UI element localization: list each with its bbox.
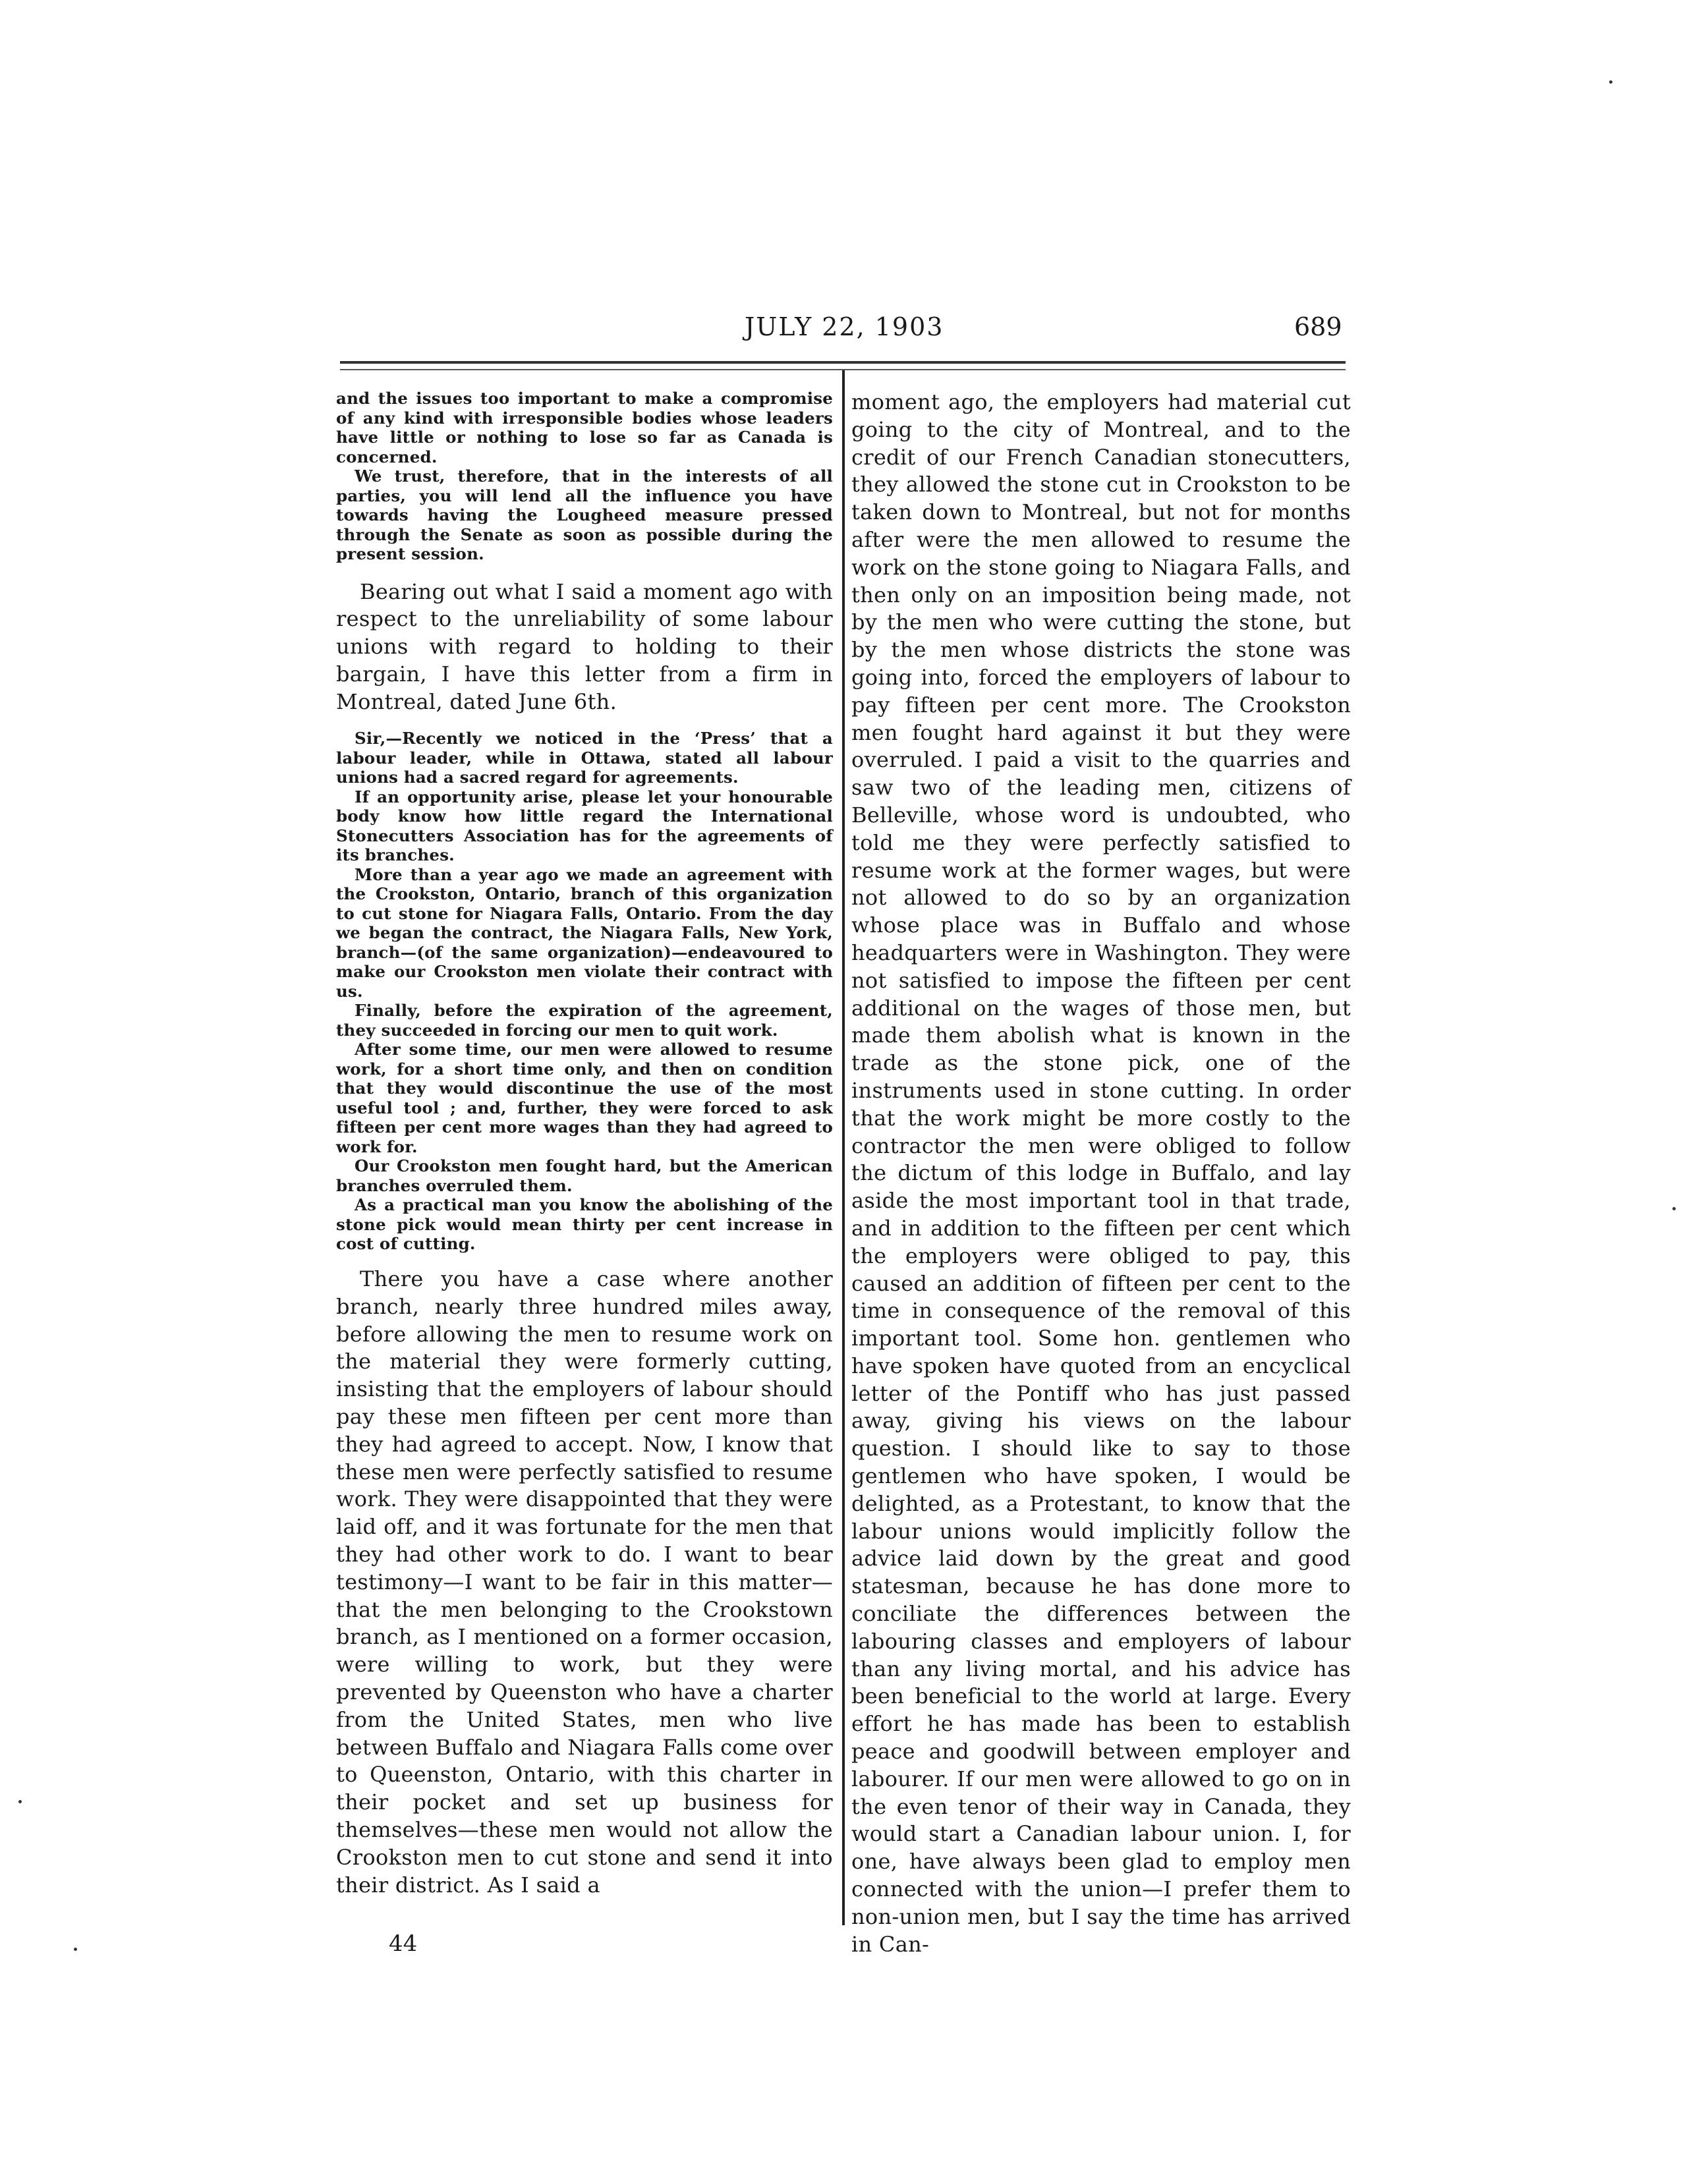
quote-paragraph: Sir,—Recently we noticed in the ‘Press’ that a labour leader, while in Ottawa, stated all labour unions had a sacred regard for agreements. (336, 729, 833, 787)
speech-paragraph-main (336, 1266, 833, 1899)
quote-paragraph: Finally, before the expiration of the agreement, they succeeded in forcing our men to quit work. (336, 1001, 833, 1040)
scan-speck (74, 1948, 77, 1951)
page-number: 689 (1294, 312, 1342, 341)
signature-number: 44 (389, 1930, 418, 1957)
quoted-letter-end (336, 389, 833, 564)
quote-paragraph: Our Crookston men fought hard, but the American branches overruled them. (336, 1156, 833, 1195)
scan-speck (1672, 1207, 1676, 1210)
speech-paragraph: Bearing out what I said a moment ago with respect to the unreliability of some labour unions with regard to holding to their bargain, I have this letter from a firm in Montreal, dated June 6th. (336, 578, 833, 714)
scan-speck (1609, 80, 1612, 84)
quote-paragraph: As a practical man you know the abolishing of the stone pick would mean thirty per cent increase in cost of cutting. (336, 1195, 833, 1254)
quote-paragraph: After some time, our men were allowed to resume work, for a short time only, and then on condition that they would discontinue the use of the most useful tool ; and, further, they were forced to ask fifteen per cent more wages than they had agreed to work for. (336, 1040, 833, 1156)
scan-speck (18, 1800, 22, 1803)
quote-paragraph: and the issues too important to make a compromise of any kind with irresponsible bodies whose leaders have little or nothing to lose so far as Canada is concerned. (336, 389, 833, 466)
speech-paragraph-intro (336, 578, 833, 716)
page-header (0, 312, 1708, 345)
speech-paragraph-continued (851, 389, 1351, 1958)
left-column (336, 389, 833, 1899)
quoted-letter-montreal (336, 729, 833, 1254)
header-rule (340, 361, 1346, 364)
speech-paragraph: There you have a case where another branch, nearly three hundred miles away, before allowing the men to resume work on the material they were formerly cutting, insisting that the employers of labour should pay these men fifteen per cent more than they had agreed to accept. Now, I know that these men were perfectly satisfied to resume work. They were disappointed that they were laid off, and it was fortunate for the men that they had other work to do. I want to bear testimony—I want to be fair in this matter—that the men belonging to the Crookstown branch, as I mentioned on a former occasion, were willing to work, but they were prevented by Queenston who have a charter from the United States, men who live between Buffalo and Niagara Falls come over to Queenston, Ontario, with this charter in their pocket and set up business for themselves—these men would not allow the Crookston men to cut stone and send it into their district. As I said a (336, 1266, 833, 1898)
quote-paragraph: If an opportunity arise, please let your honourable body know how little regard the International Stonecutters Association has for the agreements of its branches. (336, 787, 833, 865)
column-divider (842, 370, 845, 1925)
speech-paragraph: moment ago, the employers had material cut going to the city of Montreal, and to the credit of our French Canadian stonecutters, they allowed the stone cut in Crookston to be taken down to Montreal, but not for months after were the men allowed to resume the work on the stone going to Niagara Falls, and then only on an imposition being made, not by the men who were cutting the stone, but by the men whose districts the stone was going into, forced the employers of labour to pay fifteen per cent more. The Crookston men fought hard against it but they were overruled. I paid a visit to the quarries and saw two of the leading men, citizens of Belleville, whose word is undoubted, who told me they were perfectly satisfied to resume work at the former wages, but were not allowed to do so by an organization whose place was in Buffalo and whose headquarters were in Washington. They were not satisfied to impose the fifteen per cent additional on the wages of those men, but made them abolish what is known in the trade as the stone pick, one of the instruments used in stone cutting. In order that the work might be more costly to the contractor the men were obliged to follow the dictum of this lodge in Buffalo, and lay aside the most important tool in that trade, and in addition to the fifteen per cent which the employers were obliged to pay, this caused an addition of fifteen per cent to the time in consequence of the removal of this important tool. Some hon. gentlemen who have spoken have quoted from an encyclical letter of the Pontiff who has just passed away, giving his views on the labour question. I should like to say to those gentlemen who have spoken, I would be delighted, as a Protestant, to know that the labour unions would implicitly follow the advice laid down by the great and good statesman, because he has done more to conciliate the differences between the labouring classes and employers of labour than any living mortal, and his advice has been beneficial to the world at large. Every effort he has made has been to establish peace and goodwill between employer and labourer. If our men were allowed to go on in the even tenor of their way in Canada, they would start a Canadian labour union. I, for one, have always been glad to employ men connected with the union—I prefer them to non-union men, but I say the time has arrived in Can- (851, 389, 1351, 1957)
right-column (851, 389, 1351, 1958)
header-date: JULY 22, 1903 (745, 312, 944, 341)
quote-paragraph: We trust, therefore, that in the interests of all parties, you will lend all the influence you have towards having the Lougheed measure pressed through the Senate as soon as possible during the present session. (336, 466, 833, 563)
quote-paragraph: More than a year ago we made an agreement with the Crookston, Ontario, branch of this organization to cut stone for Niagara Falls, Ontario. From the day we began the contract, the Niagara Falls, New York, branch—(of the same organization)—endeavoured to make our Crookston men violate their contract with us. (336, 864, 833, 1001)
